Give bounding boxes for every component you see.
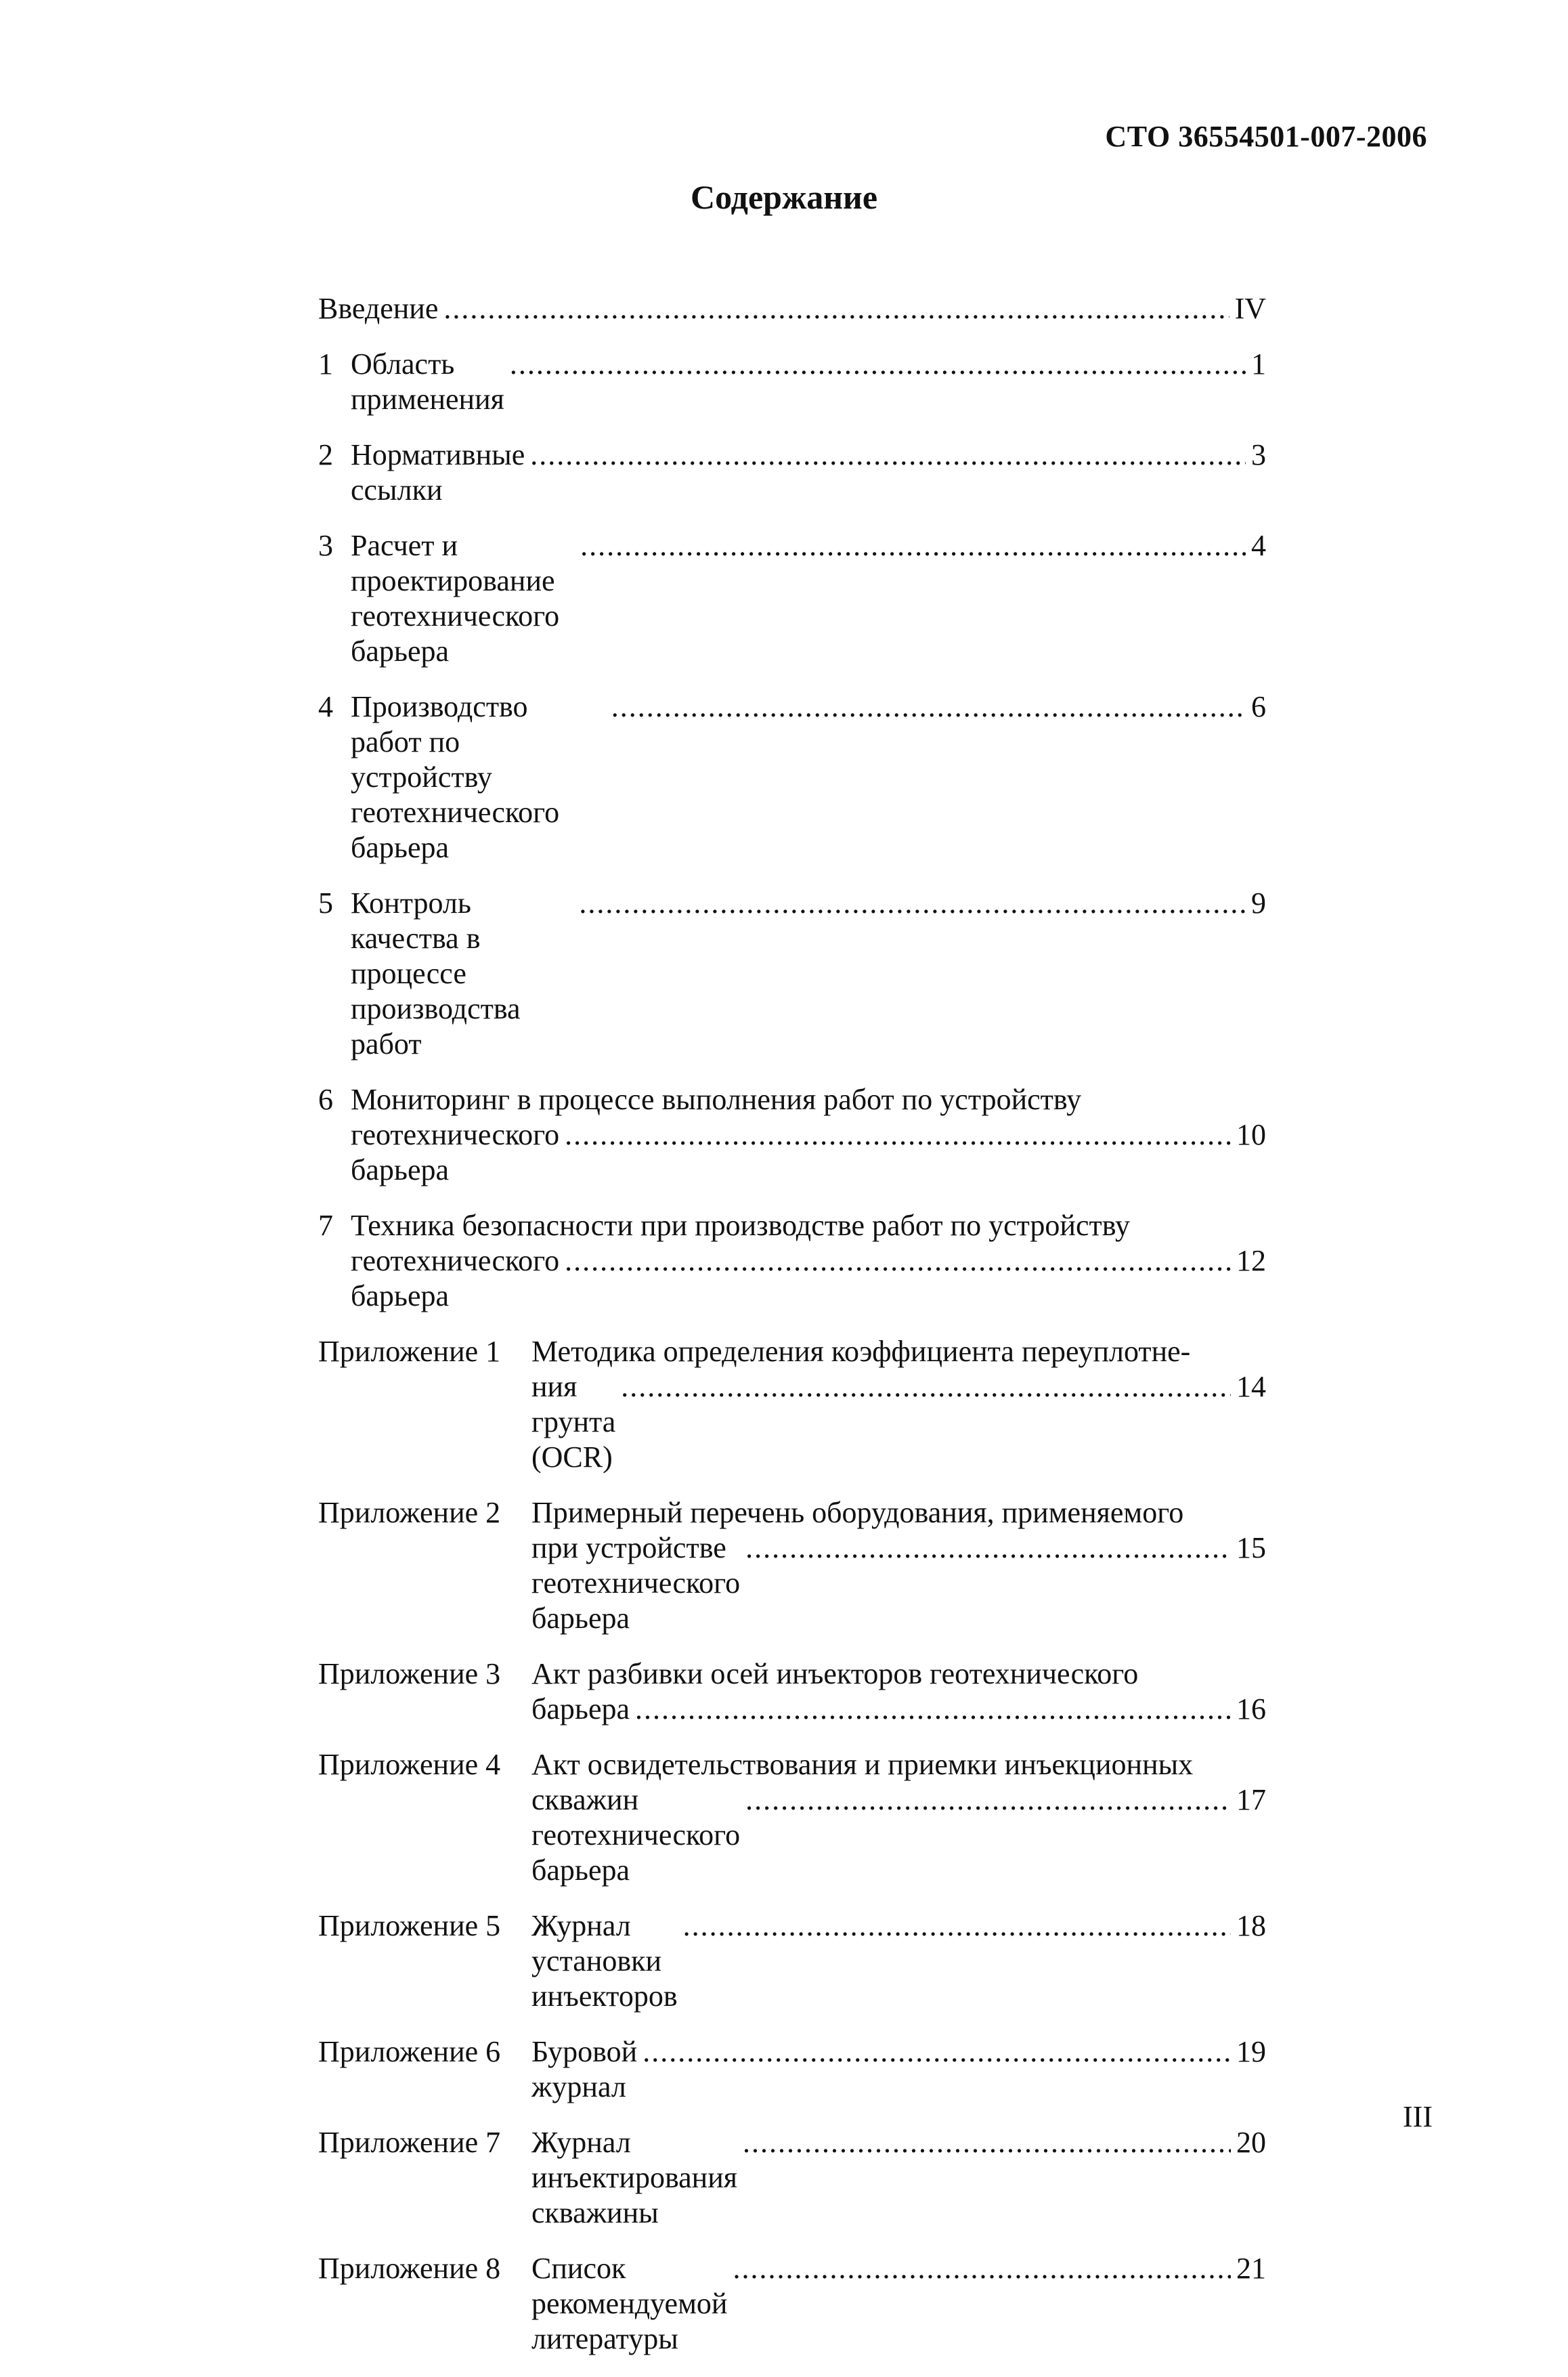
toc-entry-appendix-1[interactable] <box>318 1334 1266 1475</box>
toc-entry-title: Производство работ по устройству геотехнического барьера <box>351 690 560 864</box>
toc-entry-appendix-2[interactable] <box>318 1495 1266 1636</box>
toc-page-number: 4 <box>1251 529 1266 562</box>
dot-leader <box>580 528 1246 563</box>
dot-leader <box>621 1369 1231 1405</box>
toc-page-number: 3 <box>1251 438 1266 471</box>
page-number: III <box>1403 2100 1433 2133</box>
dot-leader <box>510 347 1246 382</box>
toc-page-number: 1 <box>1251 347 1266 381</box>
toc-page-number: 19 <box>1236 2035 1266 2068</box>
toc-entry-title-continued: при устройстве геотехнического барьера <box>531 1531 741 1635</box>
toc-entry-section-6[interactable] <box>318 1082 1266 1188</box>
dot-leader <box>745 1782 1231 1818</box>
toc-entry-appendix-3[interactable] <box>318 1656 1266 1727</box>
appendix-label: Приложение 2 <box>318 1496 501 1529</box>
toc-page-number: 10 <box>1236 1118 1266 1151</box>
dot-leader <box>733 2251 1231 2286</box>
toc-entry-title-continued: геотехнического барьера <box>351 1118 560 1186</box>
toc-page-number: 18 <box>1236 1909 1266 1942</box>
toc-page-number: 6 <box>1251 690 1266 723</box>
toc-entry-appendix-7[interactable] <box>318 2125 1266 2231</box>
section-number: 6 <box>318 1083 333 1116</box>
toc-entry-section-2[interactable] <box>318 437 1266 508</box>
toc-entry-title: Введение <box>318 292 439 325</box>
appendix-label: Приложение 5 <box>318 1909 501 1942</box>
toc-entry-title: Журнал инъектирования скважины <box>531 2126 738 2229</box>
dot-leader <box>743 2125 1231 2160</box>
section-number: 2 <box>318 438 333 471</box>
section-number: 1 <box>318 347 333 381</box>
section-number: 7 <box>318 1209 333 1242</box>
toc-entry-appendix-8[interactable] <box>318 2251 1266 2357</box>
toc-entry-title-continued: барьера <box>531 1692 630 1726</box>
toc-entry-title: Буровой журнал <box>531 2035 638 2103</box>
dot-leader <box>565 1243 1231 1279</box>
toc-page-number: IV <box>1234 292 1266 325</box>
appendix-label: Приложение 1 <box>318 1335 501 1368</box>
toc-entry-appendix-4[interactable] <box>318 1747 1266 1888</box>
toc-entry-title-continued: скважин геотехнического барьера <box>531 1783 741 1887</box>
dot-leader <box>611 689 1246 725</box>
toc-entry-title: Нормативные ссылки <box>351 438 525 507</box>
dot-leader <box>635 1692 1231 1727</box>
toc-entry-appendix-6[interactable] <box>318 2034 1266 2105</box>
toc-entry-section-1[interactable] <box>318 347 1266 417</box>
page-title: Содержание <box>690 178 878 216</box>
section-number: 3 <box>318 529 333 562</box>
toc-entry-title: Методика определения коэффициента переуплотне- <box>531 1335 1191 1368</box>
toc-entry-title-continued: геотехнического барьера <box>351 1244 560 1312</box>
toc-page-number: 9 <box>1251 886 1266 920</box>
dot-leader <box>683 1908 1231 1944</box>
appendix-label: Приложение 8 <box>318 2252 501 2285</box>
toc-entry-section-7[interactable] <box>318 1208 1266 1314</box>
toc-entry-title: Журнал установки инъекторов <box>531 1909 678 2013</box>
dot-leader <box>579 886 1246 921</box>
dot-leader <box>745 1530 1231 1566</box>
appendix-label: Приложение 7 <box>318 2126 501 2159</box>
toc-entry-section-5[interactable] <box>318 886 1266 1062</box>
appendix-label: Приложение 6 <box>318 2035 501 2068</box>
section-number: 5 <box>318 886 333 920</box>
section-number: 4 <box>318 690 333 723</box>
toc-page-number: 17 <box>1236 1783 1266 1816</box>
toc-entry-title: Акт разбивки осей инъекторов геотехнического <box>531 1657 1139 1690</box>
toc-entry-section-4[interactable] <box>318 689 1266 865</box>
appendix-label: Приложение 3 <box>318 1657 501 1690</box>
toc-entry-title: Список рекомендуемой литературы <box>531 2252 728 2355</box>
toc-page-number: 21 <box>1236 2252 1266 2285</box>
dot-leader <box>643 2034 1231 2070</box>
toc-page-number: 12 <box>1236 1244 1266 1277</box>
toc-entry-title: Область применения <box>351 347 504 416</box>
document-code: СТО 36554501-007-2006 <box>1105 120 1427 153</box>
toc-entry-title: Контроль качества в процессе производства работ <box>351 886 521 1061</box>
toc-entry-intro[interactable] <box>318 291 1266 326</box>
toc-page-number: 20 <box>1236 2126 1266 2159</box>
toc-entry-title: Расчет и проектирование геотехнического барьера <box>351 529 560 668</box>
table-of-contents <box>318 291 1266 2377</box>
toc-entry-title: Примерный перечень оборудования, применяемого <box>531 1496 1184 1529</box>
dot-leader <box>565 1117 1231 1153</box>
dot-leader <box>530 437 1246 473</box>
toc-page-number: 15 <box>1236 1531 1266 1564</box>
toc-page-number: 14 <box>1236 1370 1266 1403</box>
toc-entry-title: Техника безопасности при производстве работ по устройству <box>351 1209 1130 1242</box>
toc-entry-title-continued: ния грунта (OCR) <box>531 1370 616 1474</box>
toc-page-number: 16 <box>1236 1692 1266 1726</box>
toc-entry-appendix-5[interactable] <box>318 1908 1266 2014</box>
toc-entry-title: Мониторинг в процессе выполнения работ по устройству <box>351 1083 1082 1116</box>
dot-leader <box>443 291 1229 326</box>
toc-entry-title: Акт освидетельствования и приемки инъекционных <box>531 1748 1194 1781</box>
appendix-label: Приложение 4 <box>318 1748 501 1781</box>
toc-entry-section-3[interactable] <box>318 528 1266 669</box>
